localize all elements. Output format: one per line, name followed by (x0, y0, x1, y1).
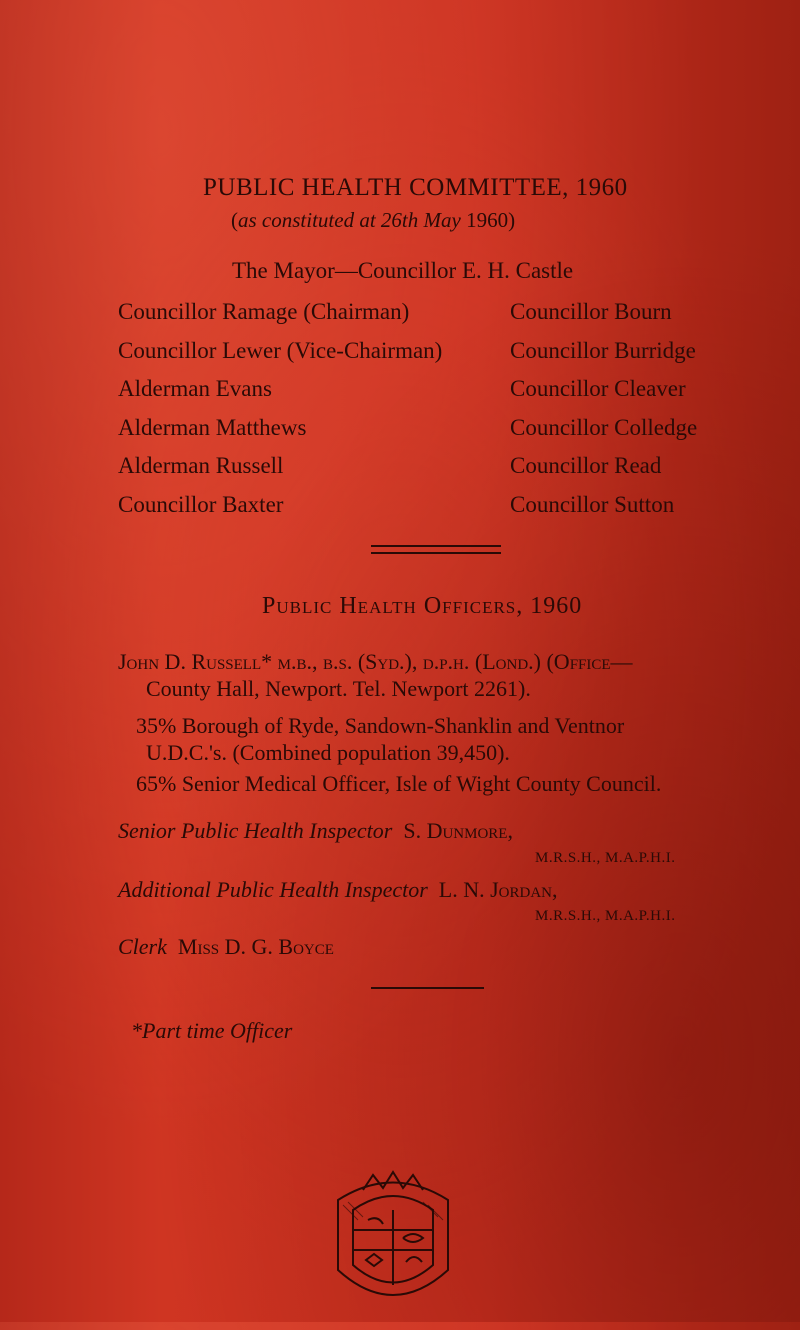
member-item: Alderman Russell (118, 453, 284, 478)
footnote-text: *Part time Officer (131, 1018, 293, 1043)
committee-title: PUBLIC HEALTH COMMITTEE, 1960 (203, 174, 628, 201)
member-item: Councillor Baxter (118, 491, 284, 517)
moh-address: County Hall, Newport. Tel. Newport 2261). (146, 676, 531, 701)
senior-inspector-qualifications: M.R.S.H., M.A.P.H.I. (535, 850, 676, 866)
member-item: Councillor Burridge (510, 337, 696, 363)
moh-name: John D. Russell* (118, 649, 273, 674)
clerk-name: Miss D. G. Boyce (177, 934, 334, 959)
member-item: Councillor Read (510, 453, 662, 478)
borough-share-paragraph (118, 712, 624, 766)
subtitle-suffix: 1960) (460, 208, 516, 232)
county-share-paragraph (118, 770, 661, 797)
additional-inspector-qualifications: M.R.S.H., M.A.P.H.I. (535, 908, 676, 924)
members-right-column (510, 293, 697, 524)
member-item: Councillor Sutton (510, 491, 675, 517)
county-line: 65% Senior Medical Officer, Isle of Wight County Council. (136, 771, 662, 796)
mayor-line: The Mayor—Councillor E. H. Castle (232, 258, 574, 283)
borough-line-2: U.D.C.'s. (Combined population 39,450). (146, 740, 510, 765)
double-rule-divider (371, 545, 501, 554)
senior-inspector-line (118, 818, 513, 844)
borough-line-1: 35% Borough of Ryde, Sandown-Shanklin and Ventnor (136, 713, 625, 738)
additional-inspector-line (118, 877, 558, 903)
member-item: Alderman Matthews (118, 414, 307, 440)
moh-paragraph (118, 648, 633, 702)
member-item: Councillor Colledge (510, 414, 698, 440)
member-item: Councillor Ramage (Chairman) (118, 299, 410, 324)
subtitle-italic: as constituted at 26th May (238, 208, 461, 232)
member-item: Alderman Evans (118, 376, 272, 401)
clerk-line (118, 934, 334, 960)
clerk-role: Clerk (118, 934, 167, 959)
crest-icon (318, 1160, 468, 1330)
moh-qualifications: m.b., b.s. (Syd.), d.p.h. (Lond.) (Office— (272, 649, 633, 674)
member-item: Councillor Cleaver (510, 376, 686, 401)
officers-title: Public Health Officers, 1960 (262, 593, 583, 619)
additional-inspector-name: L. N. Jordan, (438, 877, 558, 902)
senior-inspector-name: S. Dunmore, (403, 818, 513, 843)
committee-subtitle (231, 208, 515, 233)
members-left-column (118, 293, 442, 524)
single-rule-divider (371, 987, 484, 989)
member-item: Councillor Bourn (510, 299, 672, 324)
additional-inspector-role: Additional Public Health Inspector (118, 877, 428, 902)
part-time-footnote (131, 1018, 292, 1044)
senior-inspector-role: Senior Public Health Inspector (118, 818, 393, 843)
member-item: Councillor Lewer (Vice-Chairman) (118, 337, 443, 363)
subtitle-prefix: ( (231, 208, 238, 232)
